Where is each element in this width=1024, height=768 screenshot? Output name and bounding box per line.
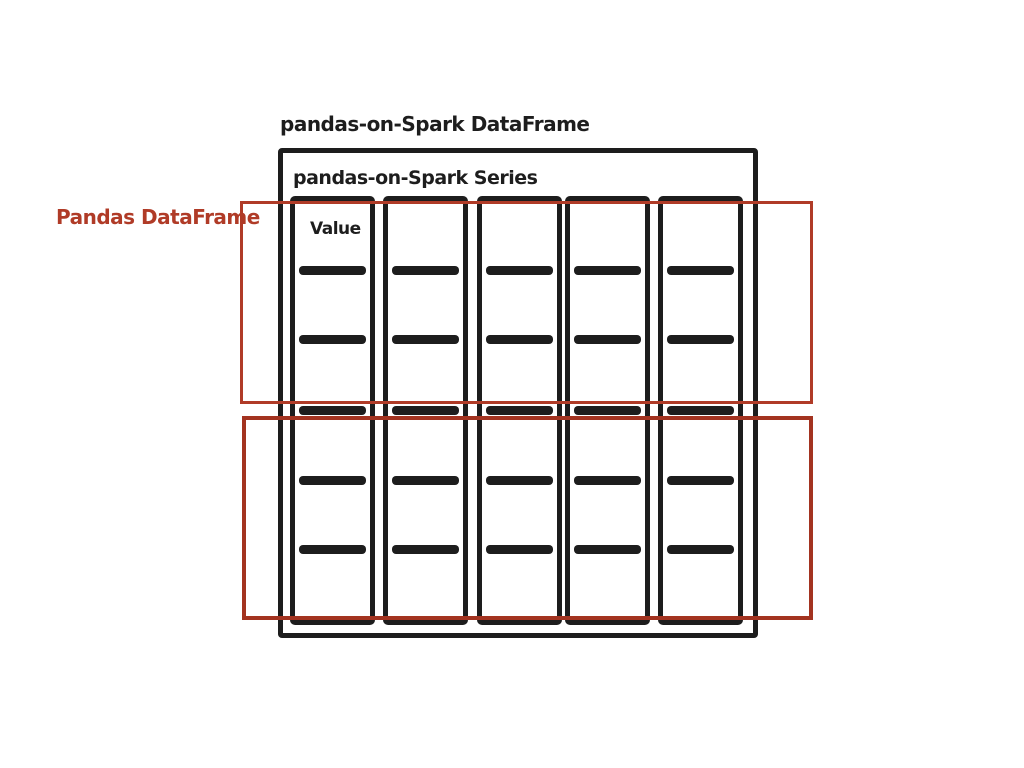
diagram-title: pandas-on-Spark DataFrame: [280, 112, 590, 136]
value-dash: [574, 406, 641, 415]
pandas-dataframe-partition-1: [240, 201, 813, 404]
value-dash: [486, 406, 553, 415]
value-dash: [299, 406, 366, 415]
column-header: Value: [310, 219, 361, 239]
pandas-dataframe-partition-2: [242, 416, 813, 620]
series-label: pandas-on-Spark Series: [293, 167, 538, 189]
value-dash: [392, 406, 459, 415]
pandas-dataframe-label: Pandas DataFrame: [56, 205, 260, 229]
value-dash: [667, 406, 734, 415]
